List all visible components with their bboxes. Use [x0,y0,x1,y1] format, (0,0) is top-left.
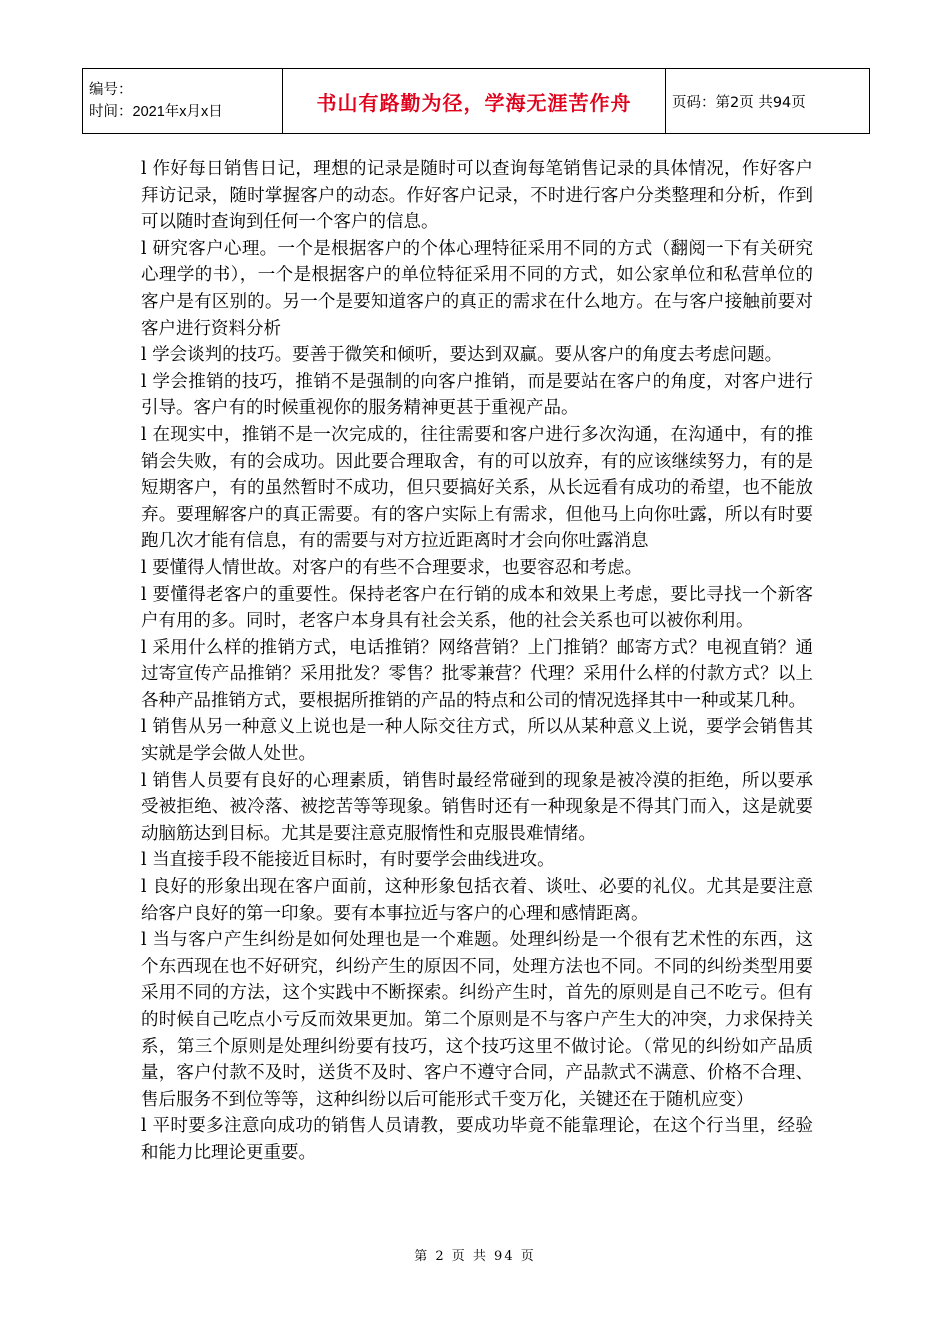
paragraph: l 销售人员要有良好的心理素质，销售时最经常碰到的现象是被冷漠的拒绝，所以要承受被拒绝、被冷落、被挖苦等等现象。销售时还有一种现象是不得其门而入，这是就要动脑筋达到目标。尤其是要注意克服惰性和克服畏难情绪。 [141,770,813,844]
header-motto: 书山有路勤为径，学海无涯苦作舟 [283,69,666,134]
document-body [141,156,813,1167]
paragraph: l 当直接手段不能接近目标时，有时要学会曲线进攻。 [141,850,555,871]
serial-label: 编号： [89,82,133,98]
page-header [82,68,870,134]
paragraph: l 良好的形象出现在客户面前，这种形象包括衣着、谈吐、必要的礼仪。尤其是要注意给客户良好的第一印象。要有本事拉近与客户的心理和感情距离。 [141,877,813,924]
paragraph: l 当与客户产生纠纷是如何处理也是一个难题。处理纠纷是一个很有艺术性的东西，这个东西现在也不好研究，纠纷产生的原因不同，处理方法也不同。不同的纠纷类型用要采用不同的方法，这个实践中不断探索。纠纷产生时，首先的原则是自己不吃亏。但有的时候自己吃点小亏反而效果更加。第二个原则是不与客户产生大的冲突，力求保持关系，第三个原则是处理纠纷要有技巧，这个技巧这里不做讨论。（常见的纠纷如产品质量，客户付款不及时，送货不及时、客户不遵守合同，产品款式不满意、价格不合理、售后服务不到位等等，这种纠纷以后可能形式千变万化，关键还在于随机应变） [141,930,813,1110]
paragraph: l 平时要多注意向成功的销售人员请教，要成功毕竟不能靠理论，在这个行当里，经验和能力比理论更重要。 [141,1116,813,1163]
paragraph: l 研究客户心理。一个是根据客户的个体心理特征采用不同的方式（翻阅一下有关研究心理学的书），一个是根据客户的单位特征采用不同的方式，如公家单位和私营单位的客户是有区别的。另一个是要知道客户的真正的需求在什么地方。在与客户接触前要对客户进行资料分析 [141,238,813,339]
paragraph: l 学会谈判的技巧。要善于微笑和倾听，要达到双赢。要从客户的角度去考虑问题。 [141,345,783,366]
time-label: 时间：2021年x月x日 [89,104,223,120]
paragraph: l 在现实中，推销不是一次完成的，往往需要和客户进行多次沟通，在沟通中，有的推销会失败，有的会成功。因此要合理取舍，有的可以放弃，有的应该继续努力，有的是短期客户，有的虽然暂时不成功，但只要搞好关系，从长远看有成功的希望，也不能放弃。要理解客户的真正需要。有的客户实际上有需求，但他马上向你吐露，所以有时要跑几次才能有信息，有的需要与对方拉近距离时才会向你吐露消息 [141,424,813,552]
header-meta-cell [83,69,283,134]
paragraph: l 销售从另一种意义上说也是一种人际交往方式，所以从某种意义上说，要学会销售其实就是学会做人处世。 [141,717,813,765]
paragraph: l 要懂得老客户的重要性。保持老客户在行销的成本和效果上考虑，要比寻找一个新客户有用的多。同时，老客户本身具有社会关系，他的社会关系也可以被你利用。 [141,584,813,632]
paragraph: l 采用什么样的推销方式，电话推销？网络营销？上门推销？邮寄方式？电视直销？通过寄宣传产品推销？采用批发？零售？批零兼营？代理？采用什么样的付款方式？以上各种产品推销方式，要根据所推销的产品的特点和公司的情况选择其中一种或某几种。 [141,637,813,711]
paragraph: l 要懂得人情世故。对客户的有些不合理要求，也要容忍和考虑。 [141,557,643,578]
header-page-info: 页码：第2页 共94页 [666,69,870,134]
paragraph: l 学会推销的技巧，推销不是强制的向客户推销，而是要站在客户的角度，对客户进行引导。客户有的时候重视你的服务精神更甚于重视产品。 [141,371,813,419]
paragraph: l 作好每日销售日记，理想的记录是随时可以查询每笔销售记录的具体情况，作好客户拜访记录，随时掌握客户的动态。作好客户记录，不时进行客户分类整理和分析，作到可以随时查询到任何一个客户的信息。 [141,159,813,233]
page-footer: 第 2 页 共 94 页 [414,1249,536,1264]
